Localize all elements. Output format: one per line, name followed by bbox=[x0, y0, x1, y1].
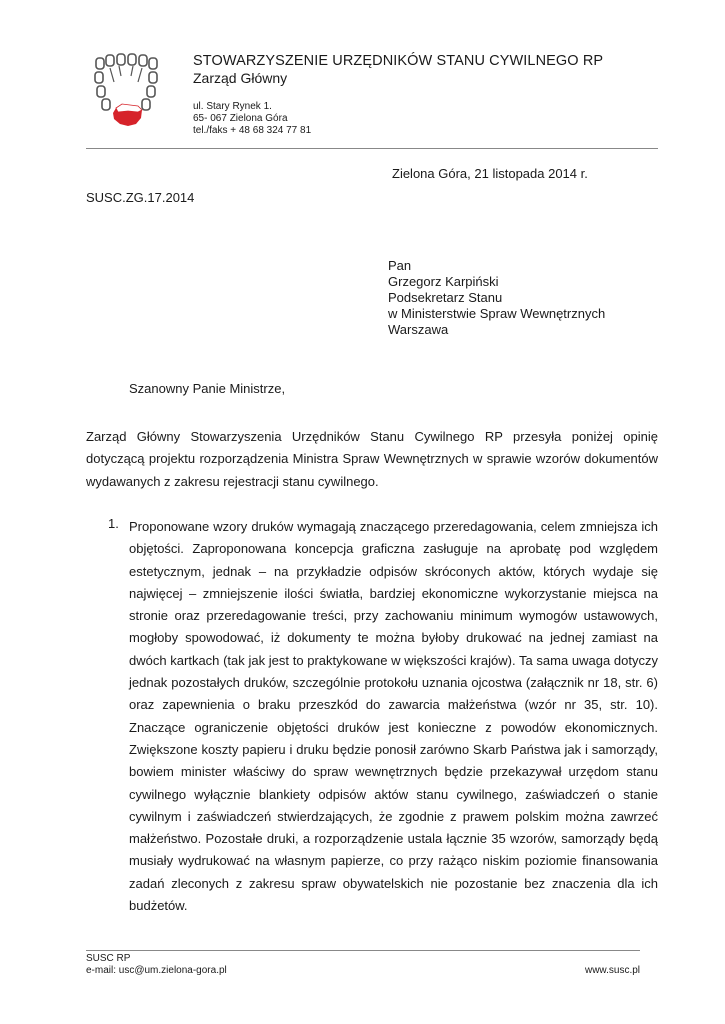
address-city: 65- 067 Zielona Góra bbox=[193, 113, 288, 124]
list-item-text: Proponowane wzory druków wymagają znaczącego przeredagowania, celem zmniejsza ich objętości. Zaproponowana koncepcja graficzna zasługuje na aprobatę pod względem estetycznym, jednak – na przykładzie odpisów skróconych aktów, których wydaje się najwięcej – zmniejszenie ilości światła, bardziej ekonomiczne wykorzystanie miejsca na stronie oraz przeredagowanie treści, przy zachowaniu minimum wymogów ustawowych, mogłoby spowodować, iż dokumenty te można byłoby drukować na jednej zamiast na dwóch kartkach (tak jak jest to praktykowane w większości krajów). Ta sama uwaga dotyczy jednak pozostałych druków, szczególnie protokołu uznania ojcostwa (załącznik nr 18, str. 6) oraz zapewnienia o braku przeszkód do zawarcia małżeństwa (wzór nr 35, str. 10). Znaczące ograniczenie objętości druków jest konieczne z powodów ekonomicznych. Zwiększone koszty papieru i druku będzie ponosił zarówno Skarb Państwa jak i samorządy, bowiem minister właściwy do spraw wewnętrznych będzie przekazywał urzędom stanu cywilnego wyłącznie blankiety odpisów aktów stanu cywilnego, zaświadczeń o stanie cywilnym i zaświadczeń stwierdzających, że zgodnie z prawem polskim można zawrzeć małżeństwo. Pozostałe druki, a rozporządzenie ustala łącznie 35 wzorów, samorządy będą musiały wydrukować na własnym papierze, co przy rażąco niskim poziomie finansowania zadań zleconych z zakresu spraw obywatelskich nie pozostanie bez znaczenia dla ich budżetów. bbox=[129, 519, 658, 914]
intro-paragraph: Zarząd Główny Stowarzyszenia Urzędników Stanu Cywilnego RP przesyła poniżej opinię dotyczącą projektu rozporządzenia Ministra Spraw Wewnętrznych w sprawie wzorów dokumentów wydawanych z zakresu rejestracji stanu cywilnego. bbox=[86, 429, 658, 489]
reference-number: SUSC.ZG.17.2014 bbox=[86, 190, 195, 205]
organization-unit: Zarząd Główny bbox=[193, 70, 288, 86]
footer-divider bbox=[86, 950, 640, 951]
list-item-number: 1. bbox=[108, 516, 119, 531]
address-street: ul. Stary Rynek 1. bbox=[193, 101, 272, 112]
footer-organization: SUSC RP bbox=[86, 953, 131, 964]
recipient-block bbox=[388, 258, 605, 338]
salutation: Szanowny Panie Ministrze, bbox=[129, 381, 286, 396]
footer-email: e-mail: usc@um.zielona-gora.pl bbox=[86, 965, 227, 976]
recipient-ministry: w Ministerstwie Spraw Wewnętrznych bbox=[388, 306, 606, 321]
footer-website: www.susc.pl bbox=[584, 965, 640, 976]
header-divider bbox=[86, 148, 658, 149]
address-phone: tel./faks + 48 68 324 77 81 bbox=[193, 125, 312, 136]
letter-date: Zielona Góra, 21 listopada 2014 r. bbox=[392, 166, 588, 181]
recipient-city: Warszawa bbox=[388, 322, 449, 337]
organization-name: STOWARZYSZENIE URZĘDNIKÓW STANU CYWILNEGO RP bbox=[193, 53, 604, 69]
recipient-name: Grzegorz Karpiński bbox=[388, 274, 499, 289]
organization-logo-icon bbox=[92, 52, 160, 134]
recipient-title: Pan bbox=[388, 258, 412, 273]
recipient-position: Podsekretarz Stanu bbox=[388, 290, 503, 305]
